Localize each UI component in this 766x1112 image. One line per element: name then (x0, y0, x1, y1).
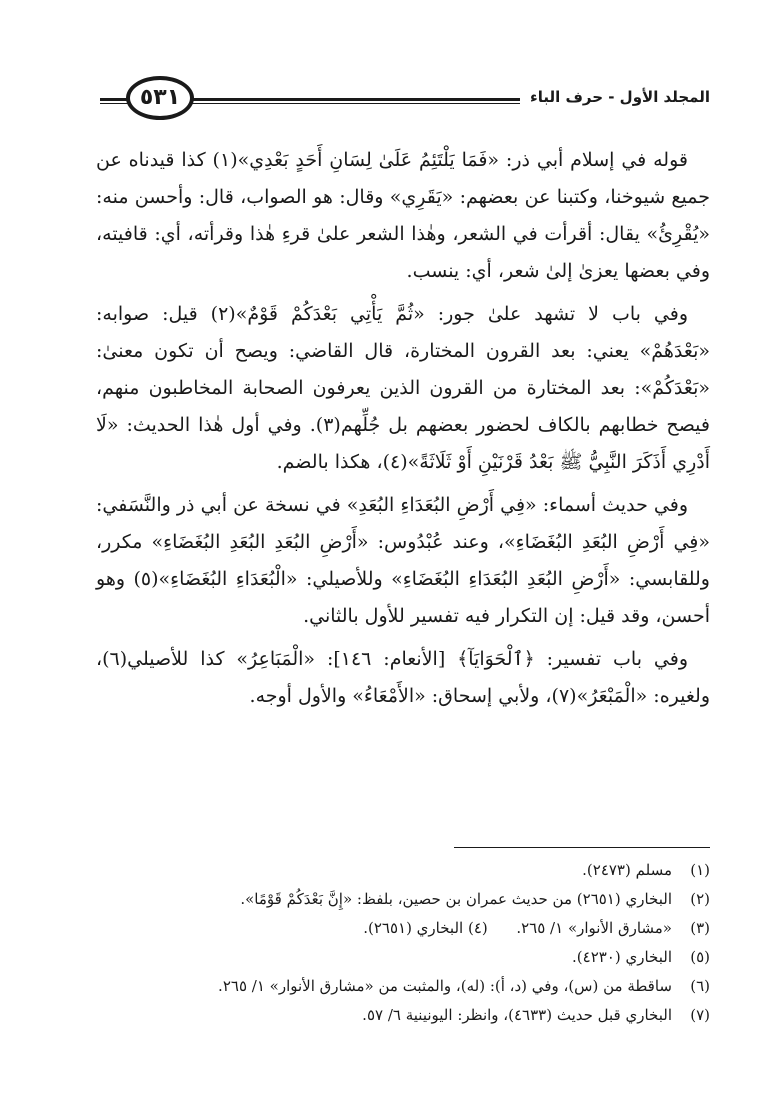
footnote-item (96, 856, 710, 885)
running-title: المجلد الأول - حرف الباء (520, 88, 710, 106)
footnote-text: ساقطة من (س)، وفي (د، أ): (له)، والمثبت من «مشارق الأنوار» ١/ ٢٦٥. (218, 977, 672, 995)
page-header (100, 78, 710, 122)
footnote-number: (٣) (690, 919, 710, 937)
footnote-text: البخاري (٢٦٥١) من حديث عمران بن حصين، بلفظ: «إِنَّ بَعْدَكُمْ قَوْمًا». (240, 890, 672, 908)
footnote-text: البخاري قبل حديث (٤٦٣٣)، وانظر: اليونينية ٦/ ٥٧. (362, 1006, 672, 1024)
paragraph-4: وفي باب تفسير: ﴿ٱلْحَوَايَآ﴾ [الأنعام: ١٤٦]: «الْمَبَاعِرُ» كذا للأصيلي(٦)، ولغيره: «الْمَبْعَرُ»(٧)، ولأبي إسحاق: «الأَمْعَاءُ» والأول أوجه. (96, 648, 710, 707)
footnote-text: البخاري (٤٢٣٠). (572, 948, 672, 966)
page-number: ٥٣١ (126, 76, 194, 120)
footnote-item (96, 914, 710, 943)
footnote-number: (١) (690, 861, 710, 879)
paragraph-3: وفي حديث أسماء: «فِي أَرْضِ البُعَدَاءِ البُعَدِ» في نسخة عن أبي ذر والنَّسَفي: «فِي أَرْضِ البُعَدِ البُغَضَاءِ»، وعند عُبْدُوس: «أَرْضِ البُعَدِ البُعَدِ البُغَضَاءِ» مكرر، وللقابسي: «أَرْضِ البُعَدِ البُعَدَاءِ البُغَضَاءِ» وللأصيلي: «الْبُعَدَاءِ البُغَضَاءِ»(٥) وهو أحسن، وقد قيل: إن التكرار فيه تفسير للأول بالثاني. (96, 494, 710, 627)
paragraph-2: وفي باب لا تشهد علىٰ جور: «ثُمَّ يَأْتِي بَعْدَكُمْ قَوْمٌ»(٢) قيل: صوابه: «بَعْدَهُمْ» يعني: بعد القرون المختارة، قال القاضي: ويصح أن تكون معنىٰ: «بَعْدَكُمْ»: بعد المختارة من القرون الذين يعرفون الصحابة المخاطبون منهم، فيصح خطابهم بالكاف لحضور بعضهم بل جُلِّهم(٣). وفي أول هٰذا الحديث: «لَا أَدْرِي أَذَكَرَ النَّبِيُّ ﷺ بَعْدُ قَرْنَيْنِ أَوْ ثَلَاثَةً»(٤)، هكذا بالضم. (96, 303, 710, 473)
paragraph-1: قوله في إسلام أبي ذر: «فَمَا يَلْتَئِمُ عَلَىٰ لِسَانِ أَحَدٍ بَعْدِي»(١) كذا قيدناه عن جميع شيوخنا، وكتبنا عن بعضهم: «يَقَرِي» وقال: هو الصواب، قال: وأحسن منه: «يُقْرِئُ» يقال: أقرأت في الشعر، وهٰذا الشعر علىٰ قرءِ هٰذا وقرأته، أي: قافيته، وفي بعضها يعزىٰ إلىٰ شعر، أي: ينسب. (96, 149, 710, 282)
footnote-text: «مشارق الأنوار» ١/ ٢٦٥. (٤) البخاري (٢٦٥١). (363, 919, 672, 937)
footnote-number: (٥) (690, 948, 710, 966)
footnote-text: مسلم (٢٤٧٣). (582, 861, 672, 879)
footnote-item (96, 943, 710, 972)
footnote-item (96, 972, 710, 1001)
main-text (96, 142, 710, 721)
footnote-item (96, 1001, 710, 1030)
footnote-item (96, 885, 710, 914)
footnotes (96, 856, 710, 1030)
footnote-number: (٧) (690, 1006, 710, 1024)
footnote-number: (٢) (690, 890, 710, 908)
footnote-separator (454, 847, 710, 848)
footnote-number: (٦) (690, 977, 710, 995)
